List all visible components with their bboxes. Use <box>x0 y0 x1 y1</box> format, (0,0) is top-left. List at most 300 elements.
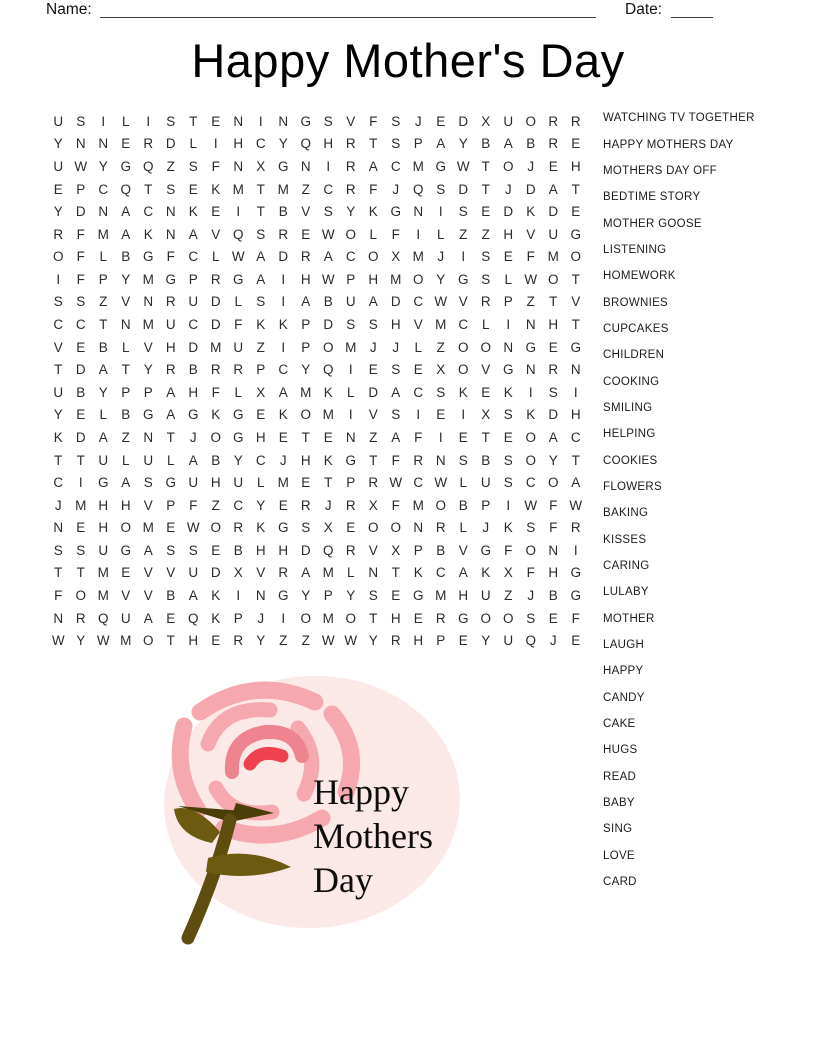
grid-letter: Z <box>301 181 310 197</box>
grid-letter: T <box>571 181 580 197</box>
grid-letter: E <box>481 204 491 220</box>
grid-letter: E <box>76 339 86 355</box>
grid-letter: N <box>233 113 244 129</box>
grid-letter: U <box>188 565 199 581</box>
grid-letter: X <box>368 497 378 513</box>
grid-letter: H <box>98 520 109 536</box>
grid-letter: T <box>256 204 265 220</box>
grid-letter: W <box>321 271 335 287</box>
word-list-item: MOTHER <box>603 612 655 625</box>
grid-letter: E <box>256 407 266 423</box>
grid-letter: J <box>527 158 535 174</box>
grid-letter: I <box>326 158 331 174</box>
grid-letter: O <box>367 249 379 265</box>
grid-letter: W <box>321 226 335 242</box>
grid-letter: G <box>570 226 581 242</box>
grid-letter: K <box>53 429 63 445</box>
grid-letter: J <box>482 520 490 536</box>
grid-letter: O <box>502 158 514 174</box>
grid-letter: S <box>188 158 198 174</box>
grid-letter: A <box>188 452 198 468</box>
grid-letter: S <box>76 113 86 129</box>
grid-letter: N <box>413 520 424 536</box>
grid-letter: F <box>571 610 580 626</box>
grid-letter: I <box>56 271 61 287</box>
grid-letter: B <box>121 249 131 265</box>
grid-letter: M <box>97 588 109 604</box>
grid-letter: L <box>414 339 422 355</box>
grid-letter: V <box>368 542 378 558</box>
grid-letter: T <box>324 475 333 491</box>
grid-letter: P <box>413 136 423 152</box>
grid-letter: R <box>548 113 559 129</box>
grid-letter: Y <box>53 204 63 220</box>
grid-letter: E <box>211 633 221 649</box>
grid-letter: W <box>434 294 448 310</box>
grid-letter: H <box>278 542 289 558</box>
grid-letter: Y <box>458 136 468 152</box>
grid-letter: T <box>166 429 175 445</box>
grid-letter: K <box>458 384 468 400</box>
word-list-item: SMILING <box>603 401 653 414</box>
grid-letter: J <box>257 610 265 626</box>
grid-letter: V <box>526 226 536 242</box>
grid-letter: E <box>76 520 86 536</box>
grid-letter: A <box>256 271 266 287</box>
grid-letter: M <box>300 384 312 400</box>
grid-letter: C <box>570 429 581 445</box>
grid-letter: Q <box>322 362 334 378</box>
grid-letter: Z <box>99 294 108 310</box>
grid-letter: U <box>165 317 176 333</box>
grid-letter: V <box>53 339 63 355</box>
grid-letter: A <box>121 475 131 491</box>
grid-letter: J <box>414 113 422 129</box>
grid-letter: D <box>278 249 289 265</box>
grid-letter: S <box>526 520 536 536</box>
grid-letter: E <box>278 429 288 445</box>
grid-letter: G <box>435 158 446 174</box>
grid-letter: V <box>458 542 468 558</box>
grid-letter: M <box>412 158 424 174</box>
grid-letter: D <box>210 317 221 333</box>
grid-letter: X <box>233 565 243 581</box>
grid-letter: U <box>53 113 64 129</box>
grid-letter: B <box>211 452 221 468</box>
grid-letter: N <box>98 204 109 220</box>
grid-letter: U <box>233 339 244 355</box>
grid-letter: V <box>346 113 356 129</box>
grid-letter: O <box>210 520 221 536</box>
grid-letter: I <box>573 384 578 400</box>
word-search-grid <box>47 110 587 652</box>
grid-letter: E <box>323 429 333 445</box>
grid-letter: C <box>188 317 199 333</box>
grid-letter: K <box>323 452 333 468</box>
grid-letter: Y <box>143 362 153 378</box>
grid-letter: E <box>301 226 311 242</box>
grid-letter: X <box>481 113 491 129</box>
word-list-item: BAKING <box>603 507 649 520</box>
grid-letter: H <box>368 271 379 287</box>
word-list-item: BEDTIME STORY <box>603 191 701 204</box>
grid-letter: F <box>76 226 85 242</box>
grid-letter: P <box>256 362 266 378</box>
grid-letter: U <box>480 475 491 491</box>
grid-letter: J <box>392 339 400 355</box>
grid-letter: M <box>142 271 154 287</box>
word-list-item: CUPCAKES <box>603 322 669 335</box>
grid-letter: R <box>210 362 221 378</box>
grid-letter: E <box>571 633 581 649</box>
grid-letter: T <box>571 271 580 287</box>
grid-letter: C <box>233 497 244 513</box>
grid-letter: C <box>53 317 64 333</box>
grid-letter: D <box>368 384 379 400</box>
grid-letter: L <box>369 226 377 242</box>
grid-letter: F <box>526 249 535 265</box>
grid-letter: C <box>255 136 266 152</box>
grid-letter: N <box>503 339 514 355</box>
page-title: Happy Mother's Day <box>191 34 625 87</box>
caption-line: Day <box>313 860 373 900</box>
grid-letter: R <box>53 226 64 242</box>
grid-letter: P <box>188 271 198 287</box>
date-fill-in-line <box>671 0 713 18</box>
grid-letter: I <box>281 610 286 626</box>
grid-letter: J <box>54 497 62 513</box>
grid-letter: G <box>187 407 199 423</box>
grid-letter: F <box>549 497 558 513</box>
grid-letter: L <box>504 271 512 287</box>
grid-letter: L <box>99 249 107 265</box>
grid-letter: H <box>188 384 199 400</box>
word-list-item: LAUGH <box>603 639 645 652</box>
grid-letter: A <box>368 158 378 174</box>
grid-letter: Y <box>53 136 63 152</box>
grid-letter: V <box>121 294 131 310</box>
grid-letter: Z <box>256 339 265 355</box>
grid-letter: S <box>256 226 266 242</box>
grid-letter: E <box>211 204 221 220</box>
grid-letter: O <box>367 520 379 536</box>
illustration-caption <box>313 770 433 902</box>
grid-letter: H <box>255 542 266 558</box>
grid-letter: G <box>277 520 289 536</box>
grid-letter: I <box>281 339 286 355</box>
grid-letter: K <box>188 204 198 220</box>
word-list-item: HAPPY MOTHERS DAY <box>603 138 734 151</box>
grid-letter: I <box>281 294 286 310</box>
grid-letter: Y <box>548 452 558 468</box>
grid-letter: C <box>525 475 536 491</box>
grid-letter: A <box>166 407 176 423</box>
grid-letter: F <box>234 317 243 333</box>
grid-letter: T <box>121 362 130 378</box>
grid-letter: F <box>369 113 378 129</box>
grid-letter: E <box>436 407 446 423</box>
grid-letter: O <box>390 520 401 536</box>
grid-letter: F <box>369 181 378 197</box>
grid-letter: F <box>391 452 400 468</box>
caption-line: Happy <box>313 772 409 812</box>
grid-letter: H <box>165 339 176 355</box>
grid-letter: S <box>76 294 86 310</box>
grid-letter: B <box>526 136 536 152</box>
grid-letter: K <box>278 407 288 423</box>
grid-letter: G <box>390 204 401 220</box>
grid-letter: U <box>548 226 559 242</box>
grid-letter: T <box>481 158 490 174</box>
grid-letter: N <box>165 204 176 220</box>
grid-letter: D <box>300 542 311 558</box>
grid-letter: V <box>143 588 153 604</box>
word-list-item: LOVE <box>603 849 635 862</box>
grid-letter: P <box>98 271 108 287</box>
grid-letter: R <box>368 475 379 491</box>
grid-letter: T <box>481 429 490 445</box>
caption-line: Mothers <box>313 816 433 856</box>
word-list-item: LULABY <box>603 586 649 599</box>
grid-letter: R <box>143 136 154 152</box>
grid-letter: I <box>416 226 421 242</box>
grid-letter: R <box>233 633 244 649</box>
grid-letter: Y <box>76 633 86 649</box>
grid-letter: S <box>481 249 491 265</box>
grid-letter: F <box>211 158 220 174</box>
grid-letter: O <box>435 497 446 513</box>
grid-letter: P <box>166 497 176 513</box>
grid-letter: N <box>53 610 64 626</box>
grid-letter: B <box>481 136 491 152</box>
grid-letter: A <box>323 249 333 265</box>
grid-letter: A <box>391 429 401 445</box>
grid-letter: L <box>346 384 355 400</box>
grid-letter: S <box>391 136 401 152</box>
grid-letter: K <box>256 317 266 333</box>
grid-letter: Y <box>256 633 266 649</box>
word-list-item: HAPPY <box>603 665 644 678</box>
grid-letter: G <box>570 339 581 355</box>
grid-letter: Q <box>412 181 424 197</box>
grid-letter: N <box>548 542 559 558</box>
grid-letter: Z <box>121 429 130 445</box>
grid-letter: C <box>75 317 86 333</box>
grid-letter: G <box>457 271 469 287</box>
grid-letter: P <box>413 542 423 558</box>
grid-letter: D <box>503 204 514 220</box>
grid-letter: S <box>323 113 333 129</box>
grid-letter: H <box>188 633 199 649</box>
grid-letter: L <box>481 317 490 333</box>
word-list-item: COOKING <box>603 375 660 388</box>
grid-letter: R <box>548 136 559 152</box>
grid-letter: P <box>233 610 243 626</box>
word-list-item: HOMEWORK <box>603 270 676 283</box>
grid-letter: E <box>413 610 423 626</box>
grid-letter: H <box>570 158 581 174</box>
grid-letter: N <box>75 136 86 152</box>
grid-letter: L <box>459 520 467 536</box>
grid-letter: G <box>142 249 154 265</box>
grid-letter: M <box>345 339 357 355</box>
grid-letter: I <box>438 204 443 220</box>
grid-letter: Q <box>187 610 199 626</box>
grid-letter: K <box>211 407 221 423</box>
grid-letter: J <box>324 497 332 513</box>
grid-letter: Z <box>301 633 310 649</box>
grid-letter: N <box>570 362 581 378</box>
grid-letter: B <box>548 588 558 604</box>
grid-letter: W <box>389 475 403 491</box>
grid-letter: E <box>76 407 86 423</box>
grid-letter: Q <box>322 542 334 558</box>
grid-letter: P <box>143 384 153 400</box>
grid-letter: R <box>75 610 86 626</box>
grid-letter: L <box>234 384 242 400</box>
grid-letter: Y <box>436 271 446 287</box>
grid-letter: T <box>54 565 63 581</box>
grid-letter: A <box>368 294 378 310</box>
grid-letter: U <box>98 542 109 558</box>
name-label: Name: <box>46 1 92 18</box>
grid-letter: E <box>278 497 288 513</box>
grid-letter: H <box>390 610 401 626</box>
grid-letter: S <box>166 542 176 558</box>
grid-letter: B <box>233 542 243 558</box>
grid-letter: Q <box>142 158 154 174</box>
grid-letter: L <box>346 565 355 581</box>
grid-letter: N <box>98 136 109 152</box>
grid-letter: P <box>121 384 131 400</box>
grid-letter: W <box>51 633 65 649</box>
grid-letter: O <box>457 339 469 355</box>
grid-letter: H <box>120 497 131 513</box>
grid-letter: E <box>188 181 198 197</box>
grid-letter: B <box>436 542 446 558</box>
grid-letter: A <box>188 588 198 604</box>
grid-letter: Y <box>121 271 131 287</box>
grid-letter: T <box>76 452 85 468</box>
grid-letter: B <box>166 588 176 604</box>
grid-letter: A <box>503 136 513 152</box>
grid-letter: O <box>457 362 469 378</box>
grid-letter: G <box>570 565 581 581</box>
grid-letter: N <box>525 317 536 333</box>
grid-letter: Y <box>256 497 266 513</box>
grid-letter: R <box>345 158 356 174</box>
grid-letter: S <box>346 317 356 333</box>
grid-letter: R <box>570 520 581 536</box>
grid-letter: S <box>526 610 536 626</box>
grid-letter: S <box>188 542 198 558</box>
grid-letter: Y <box>98 158 108 174</box>
grid-letter: I <box>236 588 241 604</box>
grid-letter: D <box>210 294 221 310</box>
grid-letter: I <box>101 113 106 129</box>
grid-letter: M <box>277 475 289 491</box>
grid-letter: F <box>414 429 423 445</box>
grid-letter: U <box>188 294 199 310</box>
grid-letter: P <box>503 294 513 310</box>
grid-letter: C <box>188 249 199 265</box>
word-list-item: COOKIES <box>603 454 658 467</box>
grid-letter: M <box>142 317 154 333</box>
grid-letter: L <box>99 407 107 423</box>
grid-letter: N <box>345 429 356 445</box>
grid-letter: V <box>256 565 266 581</box>
grid-letter: L <box>436 226 445 242</box>
grid-letter: C <box>143 204 154 220</box>
grid-letter: X <box>256 384 266 400</box>
grid-letter: E <box>571 136 581 152</box>
grid-letter: G <box>165 475 176 491</box>
grid-letter: M <box>547 249 559 265</box>
grid-letter: W <box>524 271 538 287</box>
grid-letter: G <box>277 158 289 174</box>
grid-letter: K <box>323 384 333 400</box>
grid-letter: I <box>461 407 466 423</box>
grid-letter: I <box>348 407 353 423</box>
grid-letter: B <box>121 407 131 423</box>
grid-letter: I <box>146 113 151 129</box>
grid-letter: X <box>503 565 513 581</box>
grid-letter: T <box>256 181 265 197</box>
grid-letter: S <box>368 317 378 333</box>
grid-letter: I <box>416 407 421 423</box>
grid-letter: V <box>571 294 581 310</box>
grid-letter: K <box>211 610 221 626</box>
grid-letter: M <box>97 565 109 581</box>
grid-letter: H <box>548 565 559 581</box>
grid-letter: E <box>548 158 558 174</box>
name-fill-in-line <box>100 0 596 18</box>
grid-letter: I <box>506 497 511 513</box>
grid-letter: T <box>571 452 580 468</box>
grid-letter: E <box>548 339 558 355</box>
grid-letter: H <box>255 429 266 445</box>
grid-letter: Y <box>53 407 63 423</box>
grid-letter: U <box>480 588 491 604</box>
grid-letter: R <box>390 633 401 649</box>
grid-letter: O <box>322 339 334 355</box>
grid-letter: R <box>300 497 311 513</box>
grid-letter: G <box>480 542 491 558</box>
grid-letter: R <box>278 565 289 581</box>
grid-letter: G <box>232 407 244 423</box>
grid-letter: E <box>166 610 176 626</box>
word-list-item: CARD <box>603 876 637 889</box>
grid-letter: I <box>213 136 218 152</box>
grid-letter: I <box>258 113 263 129</box>
grid-letter: I <box>78 475 83 491</box>
grid-letter: R <box>413 452 424 468</box>
grid-letter: S <box>503 407 513 423</box>
grid-letter: M <box>142 520 154 536</box>
grid-letter: O <box>300 610 311 626</box>
grid-letter: Z <box>279 633 288 649</box>
grid-letter: R <box>278 226 289 242</box>
grid-letter: P <box>76 181 86 197</box>
grid-letter: S <box>503 475 513 491</box>
grid-letter: H <box>413 633 424 649</box>
grid-letter: A <box>188 226 198 242</box>
grid-letter: L <box>189 136 197 152</box>
grid-letter: U <box>53 384 64 400</box>
grid-letter: S <box>53 542 63 558</box>
grid-letter: E <box>548 610 558 626</box>
grid-letter: Y <box>301 588 311 604</box>
